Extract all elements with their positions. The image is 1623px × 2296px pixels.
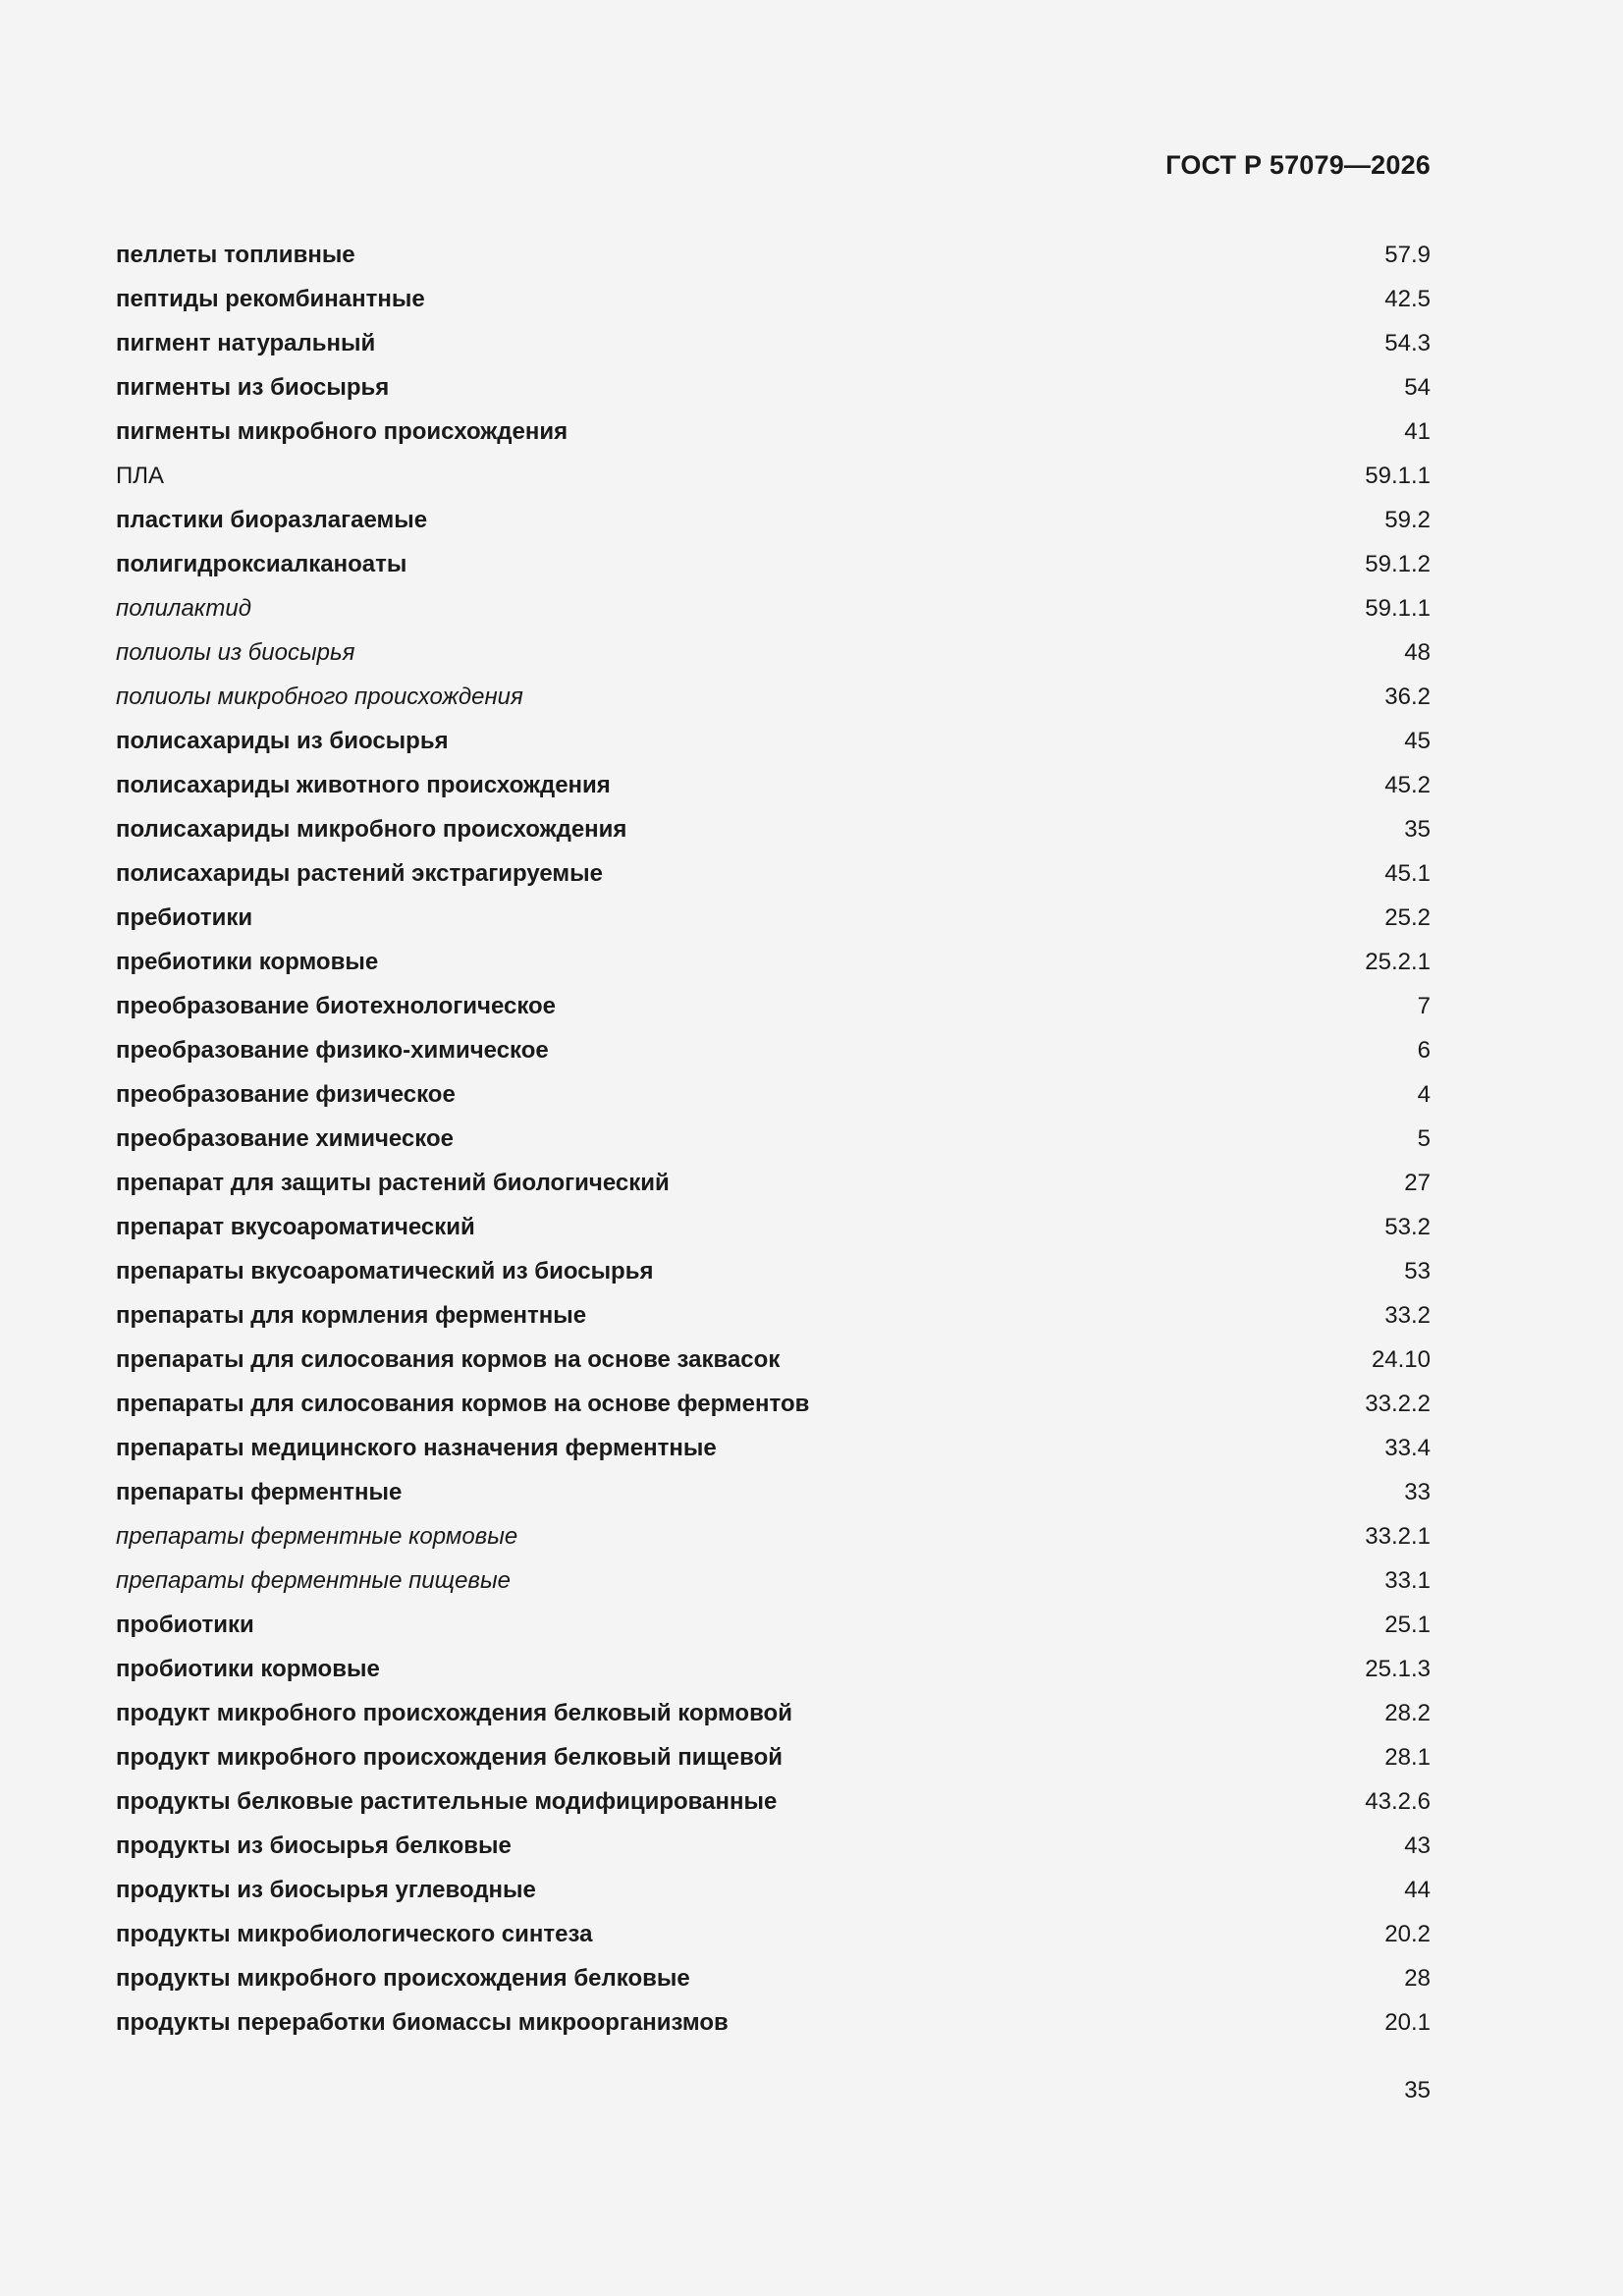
index-term: ПЛА	[116, 463, 165, 489]
index-term: продукты переработки биомассы микроорганизмов	[116, 2009, 729, 2036]
index-term: пробиотики	[116, 1612, 254, 1638]
index-reference-number: 44	[1404, 1877, 1431, 1903]
index-term: пластики биоразлагаемые	[116, 507, 428, 533]
index-reference-number: 48	[1404, 639, 1431, 666]
index-entry	[116, 1382, 1431, 1426]
index-reference-number: 43.2.6	[1365, 1788, 1431, 1815]
index-entry	[116, 1338, 1431, 1382]
index-reference-number: 57.9	[1384, 242, 1431, 268]
index-term: препарат вкусоароматический	[116, 1214, 475, 1240]
index-entry	[116, 1868, 1431, 1912]
index-term: полисахариды микробного происхождения	[116, 816, 627, 843]
index-entry	[116, 1072, 1431, 1117]
index-term: пигменты микробного происхождения	[116, 418, 568, 445]
index-reference-number: 25.2.1	[1365, 949, 1431, 975]
index-term: препараты для кормления ферментные	[116, 1302, 587, 1329]
index-term: полисахариды растений экстрагируемые	[116, 860, 603, 887]
index-entry	[116, 851, 1431, 896]
index-reference-number: 42.5	[1384, 286, 1431, 312]
index-entry	[116, 1824, 1431, 1868]
index-reference-number: 45.2	[1384, 772, 1431, 798]
index-entry	[116, 1293, 1431, 1338]
index-term: полисахариды животного происхождения	[116, 772, 611, 798]
index-term: преобразование физико-химическое	[116, 1037, 549, 1064]
index-reference-number: 33.1	[1384, 1567, 1431, 1594]
index-term: полилактид	[116, 595, 251, 622]
index-reference-number: 6	[1417, 1037, 1431, 1064]
index-term: полиолы микробного происхождения	[116, 683, 523, 710]
index-reference-number: 20.1	[1384, 2009, 1431, 2036]
index-term: препарат для защиты растений биологический	[116, 1170, 670, 1196]
index-term: пребиотики кормовые	[116, 949, 379, 975]
index-entry	[116, 1117, 1431, 1161]
index-term: продукты микробного происхождения белковые	[116, 1965, 690, 1992]
index-term: препараты для силосования кормов на основе заквасок	[116, 1346, 781, 1373]
index-term: препараты для силосования кормов на основе ферментов	[116, 1391, 810, 1417]
index-entry	[116, 984, 1431, 1028]
index-entry	[116, 1603, 1431, 1647]
index-entry	[116, 630, 1431, 675]
index-reference-number: 33.4	[1384, 1435, 1431, 1461]
index-entry	[116, 1470, 1431, 1514]
index-reference-number: 33.2	[1384, 1302, 1431, 1329]
index-entry	[116, 454, 1431, 498]
index-reference-number: 59.1.1	[1365, 595, 1431, 622]
index-reference-number: 33.2.1	[1365, 1523, 1431, 1550]
index-entry	[116, 2000, 1431, 2045]
index-reference-number: 36.2	[1384, 683, 1431, 710]
index-reference-number: 54.3	[1384, 330, 1431, 356]
index-reference-number: 24.10	[1371, 1346, 1431, 1373]
page-number: 35	[1404, 2077, 1431, 2104]
index-term: препараты вкусоароматический из биосырья	[116, 1258, 654, 1285]
index-term: преобразование химическое	[116, 1125, 454, 1152]
index-entry	[116, 1161, 1431, 1205]
index-reference-number: 45.1	[1384, 860, 1431, 887]
index-term: полигидроксиалканоаты	[116, 551, 407, 577]
index-term: препараты медицинского назначения ферментные	[116, 1435, 717, 1461]
index-entry	[116, 1647, 1431, 1691]
index-entry	[116, 1205, 1431, 1249]
index-entry	[116, 1028, 1431, 1072]
index-entry	[116, 542, 1431, 586]
index-reference-number: 7	[1417, 993, 1431, 1019]
index-entry	[116, 1912, 1431, 1956]
index-reference-number: 28.1	[1384, 1744, 1431, 1771]
index-reference-number: 4	[1417, 1081, 1431, 1108]
index-term: продукты из биосырья белковые	[116, 1832, 512, 1859]
index-entry	[116, 896, 1431, 940]
document-code-header: ГОСТ Р 57079—2026	[1165, 150, 1431, 180]
index-reference-number: 5	[1417, 1125, 1431, 1152]
index-reference-number: 25.1.3	[1365, 1656, 1431, 1682]
index-entry	[116, 940, 1431, 984]
index-term: продукт микробного происхождения белковый кормовой	[116, 1700, 792, 1726]
index-entry	[116, 763, 1431, 807]
index-reference-number: 20.2	[1384, 1921, 1431, 1947]
index-reference-number: 27	[1404, 1170, 1431, 1196]
index-entry	[116, 365, 1431, 410]
index-entry	[116, 1691, 1431, 1735]
index-entry	[116, 1735, 1431, 1779]
index-term: продукт микробного происхождения белковый пищевой	[116, 1744, 783, 1771]
index-term: полисахариды из биосырья	[116, 728, 449, 754]
index-reference-number: 59.1.2	[1365, 551, 1431, 577]
index-entry	[116, 277, 1431, 321]
index-term: пигменты из биосырья	[116, 374, 390, 401]
index-reference-number: 35	[1404, 816, 1431, 843]
index-reference-number: 28.2	[1384, 1700, 1431, 1726]
index-reference-number: 25.1	[1384, 1612, 1431, 1638]
index-term: преобразование физическое	[116, 1081, 456, 1108]
index-reference-number: 25.2	[1384, 904, 1431, 931]
index-entry	[116, 233, 1431, 277]
index-entry	[116, 1249, 1431, 1293]
index-entry	[116, 410, 1431, 454]
index-reference-number: 33.2.2	[1365, 1391, 1431, 1417]
index-entry	[116, 807, 1431, 851]
index-term: препараты ферментные	[116, 1479, 403, 1505]
index-term: продукты белковые растительные модифицированные	[116, 1788, 778, 1815]
index-term: продукты из биосырья углеводные	[116, 1877, 536, 1903]
index-entry	[116, 1558, 1431, 1603]
index-entry	[116, 586, 1431, 630]
index-entry	[116, 1514, 1431, 1558]
index-reference-number: 41	[1404, 418, 1431, 445]
index-term: пребиотики	[116, 904, 253, 931]
index-reference-number: 33	[1404, 1479, 1431, 1505]
index-term: преобразование биотехнологическое	[116, 993, 557, 1019]
index-entry	[116, 1779, 1431, 1824]
index-term: пробиотики кормовые	[116, 1656, 380, 1682]
index-term: пептиды рекомбинантные	[116, 286, 425, 312]
index-term: препараты ферментные кормовые	[116, 1523, 518, 1550]
index-reference-number: 59.1.1	[1365, 463, 1431, 489]
index-entry	[116, 321, 1431, 365]
index-reference-number: 54	[1404, 374, 1431, 401]
index-entry	[116, 719, 1431, 763]
index-entry	[116, 675, 1431, 719]
index-entry	[116, 1426, 1431, 1470]
index-entry	[116, 498, 1431, 542]
index-reference-number: 53.2	[1384, 1214, 1431, 1240]
index-reference-number: 45	[1404, 728, 1431, 754]
index-reference-number: 28	[1404, 1965, 1431, 1992]
index-term: препараты ферментные пищевые	[116, 1567, 511, 1594]
index-reference-number: 43	[1404, 1832, 1431, 1859]
index-reference-number: 53	[1404, 1258, 1431, 1285]
index-term: пигмент натуральный	[116, 330, 376, 356]
index-reference-number: 59.2	[1384, 507, 1431, 533]
index-term: продукты микробиологического синтеза	[116, 1921, 593, 1947]
alphabetical-index-list	[116, 233, 1431, 2045]
index-term: пеллеты топливные	[116, 242, 355, 268]
index-term: полиолы из биосырья	[116, 639, 355, 666]
index-entry	[116, 1956, 1431, 2000]
